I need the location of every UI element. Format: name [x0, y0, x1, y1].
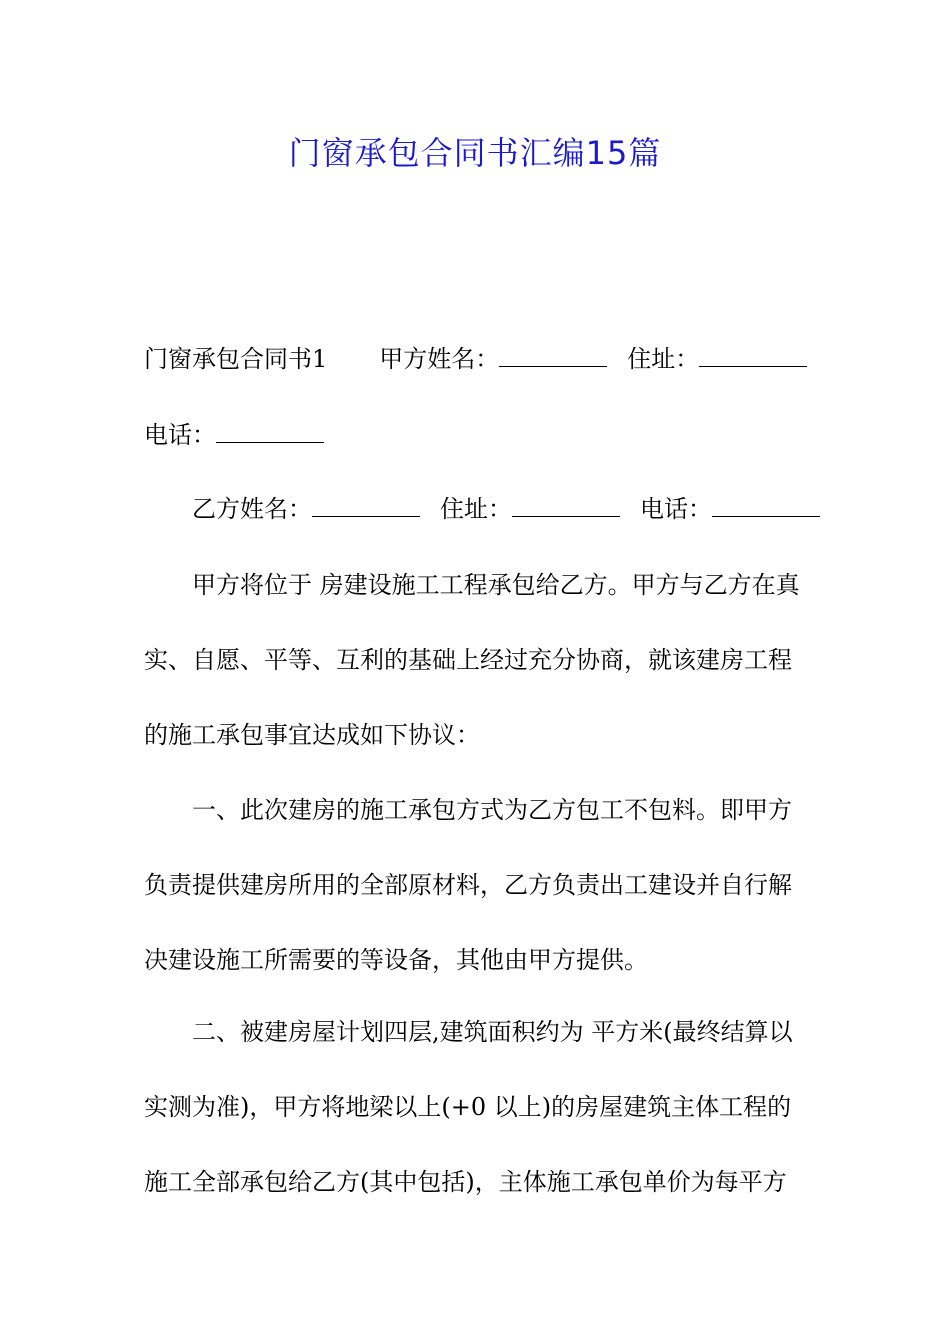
- document-title: 门窗承包合同书汇编15篇: [288, 134, 662, 172]
- party-a-phone-line: [144, 419, 814, 451]
- party-b-line: [192, 493, 812, 525]
- party-a-phone-blank: [216, 420, 324, 443]
- party-b-phone-label: 电话：: [640, 495, 712, 523]
- party-b-address-blank: [512, 494, 620, 517]
- party-a-name-blank: [499, 344, 607, 367]
- party-a-line: [144, 343, 814, 375]
- party-b-phone-blank: [712, 494, 820, 517]
- paragraph-line: 一、此次建房的施工承包方式为乙方包工不包料。即甲方: [192, 796, 792, 824]
- paragraph-line: 甲方将位于 房建设施工工程承包给乙方。甲方与乙方在真: [192, 571, 800, 599]
- paragraph-line: 决建设施工所需要的等设备，其他由甲方提供。: [144, 946, 648, 974]
- party-b-address-label: 住址：: [440, 495, 512, 523]
- paragraph-line: 二、被建房屋计划四层,建筑面积约为 平方米(最终结算以: [192, 1018, 793, 1046]
- paragraph-line: 实测为准)，甲方将地梁以上(+0 以上)的房屋建筑主体工程的: [144, 1093, 792, 1121]
- party-a-address-label: 住址：: [627, 345, 700, 373]
- section-heading: 门窗承包合同书1: [144, 345, 328, 373]
- paragraph-line: 施工全部承包给乙方(其中包括)，主体施工承包单价为每平方: [144, 1168, 787, 1196]
- paragraph-line: 负责提供建房所用的全部原材料，乙方负责出工建设并自行解: [144, 871, 792, 899]
- party-a-phone-label: 电话：: [144, 421, 216, 449]
- party-a-name-label: 甲方姓名：: [379, 345, 500, 373]
- party-b-name-blank: [312, 494, 420, 517]
- party-b-name-label: 乙方姓名：: [192, 495, 312, 523]
- party-a-address-blank: [699, 344, 807, 367]
- paragraph-line: 实、自愿、平等、互利的基础上经过充分协商，就该建房工程: [144, 646, 792, 674]
- paragraph-line: 的施工承包事宜达成如下协议：: [144, 721, 480, 749]
